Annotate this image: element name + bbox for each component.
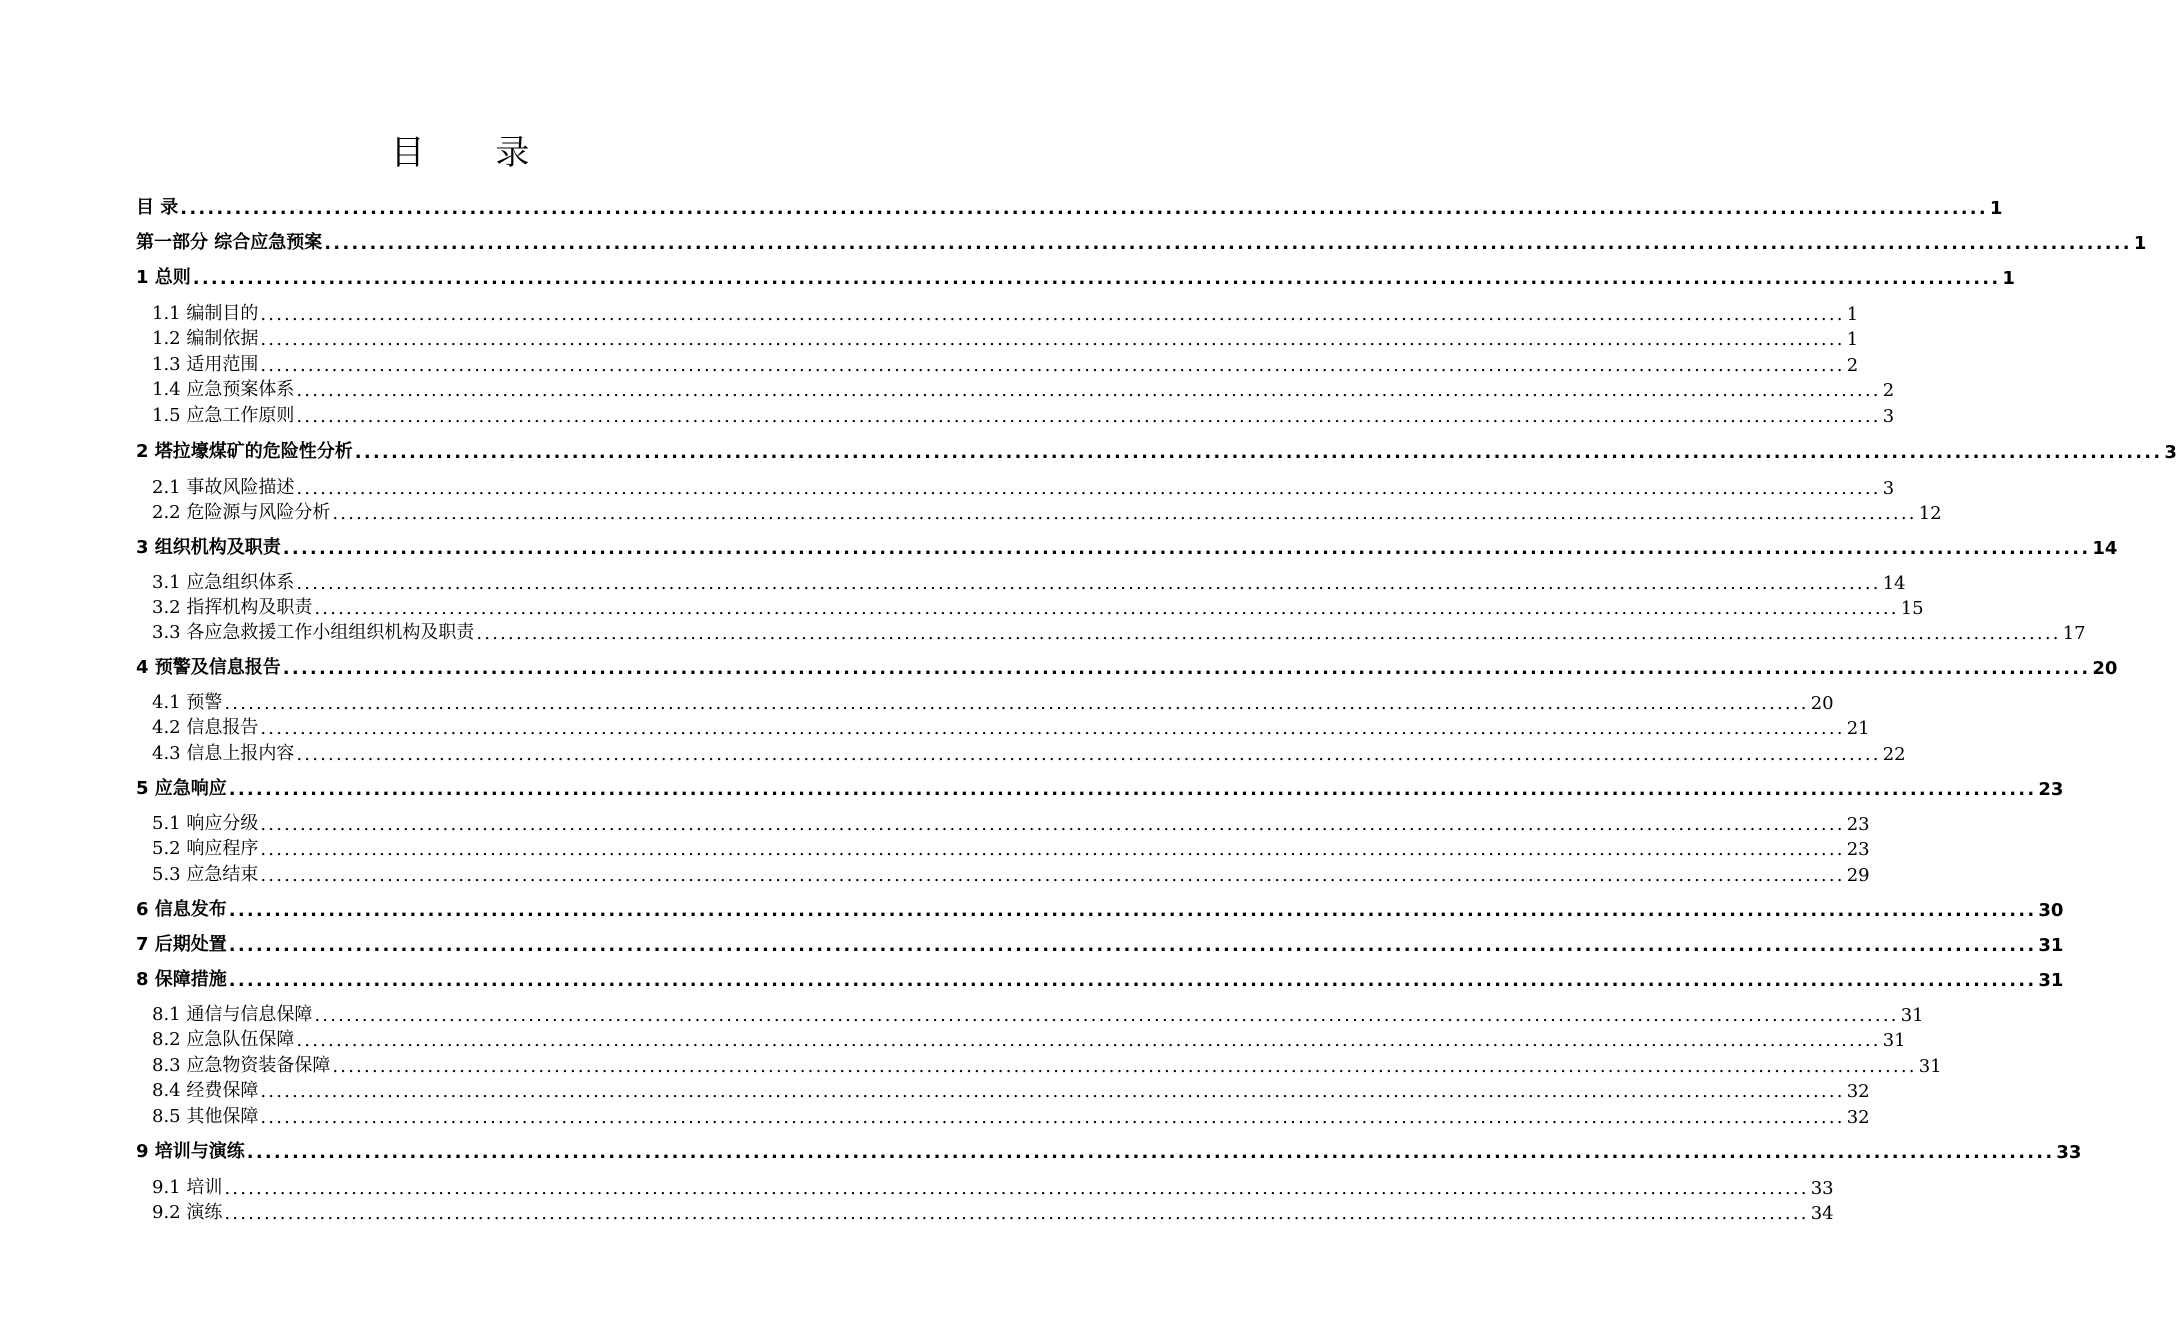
toc-entry-label: 第一部分 综合应急预案 [136, 232, 323, 253]
toc-entry-page: 32 [1846, 1081, 1870, 1102]
toc-leader-dots: ........................................................................................................................................................................................................ [332, 503, 1917, 524]
toc-entry-page: 29 [1846, 865, 1870, 886]
toc-entry-label: 1.4 应急预案体系 [152, 379, 295, 400]
toc-entry-chapter[interactable] [136, 228, 2147, 254]
toc-leader-dots: ........................................................................................................................................................................................................ [282, 658, 2091, 679]
toc-entry-page: 17 [2062, 623, 2086, 644]
toc-leader-dots: ........................................................................................................................................................................................................ [296, 1030, 1881, 1051]
toc-leader-dots: ........................................................................................................................................................................................................ [224, 1178, 1809, 1199]
toc-entry-page: 33 [2056, 1142, 2082, 1163]
toc-entry-page: 14 [2092, 538, 2118, 559]
toc-entry-page: 1 [1989, 198, 2003, 219]
toc-entry-label: 3.3 各应急救援工作小组组织机构及职责 [152, 622, 475, 643]
toc-entry-page: 31 [1882, 1030, 1906, 1051]
toc-leader-dots: ........................................................................................................................................................................................................ [228, 935, 2037, 956]
toc-entry-section[interactable] [152, 593, 1924, 619]
toc-leader-dots: ........................................................................................................................................................................................................ [314, 598, 1899, 619]
toc-leader-dots: ........................................................................................................................................................................................................ [296, 478, 1881, 499]
toc-leader-dots: ........................................................................................................................................................................................................ [332, 1056, 1917, 1077]
toc-entry-section[interactable] [152, 1025, 1906, 1051]
toc-entry-label: 8.2 应急队伍保障 [152, 1029, 295, 1050]
toc-entry-label: 3.2 指挥机构及职责 [152, 597, 313, 618]
toc-entry-page: 31 [2038, 935, 2064, 956]
toc-entry-section[interactable] [152, 324, 1859, 350]
toc-leader-dots: ........................................................................................................................................................................................................ [354, 442, 2163, 463]
toc-entry-page: 1 [2002, 268, 2015, 289]
toc-entry-page: 31 [2038, 970, 2064, 991]
toc-entry-label: 1 总则 [136, 267, 191, 288]
toc-entry-label: 目 录 [136, 197, 179, 218]
toc-entry-page: 31 [1900, 1005, 1924, 1026]
toc-entry-page: 21 [1846, 718, 1870, 739]
toc-entry-section[interactable] [152, 1051, 1942, 1077]
toc-leader-dots: ........................................................................................................................................................................................................ [224, 1203, 1809, 1224]
toc-entry-label: 3.1 应急组织体系 [152, 572, 295, 593]
toc-entry-section[interactable] [152, 1102, 1870, 1128]
toc-entry-label: 1.5 应急工作原则 [152, 405, 295, 426]
toc-entry-page: 20 [2092, 658, 2118, 679]
toc-entry-page: 2 [1882, 380, 1895, 401]
toc-entry-page: 1 [1846, 304, 1859, 325]
toc-entry-label: 7 后期处置 [136, 934, 227, 955]
toc-entry-label: 5.3 应急结束 [152, 864, 259, 885]
toc-leader-dots: ........................................................................................................................................................................................................ [282, 538, 2091, 559]
toc-entry-page: 3 [1882, 406, 1895, 427]
toc-leader-dots: ........................................................................................................................................................................................................ [192, 268, 2001, 289]
toc-entry-label: 5.1 响应分级 [152, 813, 259, 834]
toc-entry-page: 30 [2038, 900, 2064, 921]
toc-entry-label: 4.3 信息上报内容 [152, 743, 295, 764]
toc-entry-page: 23 [1846, 839, 1870, 860]
toc-leader-dots: ........................................................................................................................................................................................................ [228, 779, 2037, 800]
page-title: 目 录 [390, 133, 560, 173]
toc-entry-section[interactable] [152, 688, 1834, 714]
toc-entry-section[interactable] [152, 299, 1859, 325]
toc-entry-chapter[interactable] [136, 653, 2118, 679]
toc-entry-chapter[interactable] [136, 193, 2003, 219]
toc-leader-dots: ........................................................................................................................................................................................................ [224, 693, 1809, 714]
toc-entry-label: 1.3 适用范围 [152, 354, 259, 375]
toc-entry-label: 9 培训与演练 [136, 1141, 245, 1162]
toc-entry-label: 4.2 信息报告 [152, 717, 259, 738]
toc-leader-dots: ........................................................................................................................................................................................................ [260, 329, 1845, 350]
toc-leader-dots: ........................................................................................................................................................................................................ [246, 1142, 2055, 1163]
toc-entry-section[interactable] [152, 375, 1895, 401]
toc-entry-label: 8.3 应急物资装备保障 [152, 1055, 331, 1076]
toc-entry-label: 8 保障措施 [136, 969, 227, 990]
toc-leader-dots: ........................................................................................................................................................................................................ [324, 233, 2132, 254]
toc-entry-section[interactable] [152, 834, 1870, 860]
toc-entry-chapter[interactable] [136, 533, 2118, 559]
toc-entry-chapter[interactable] [136, 965, 2064, 991]
toc-entry-section[interactable] [152, 350, 1859, 376]
toc-entry-section[interactable] [152, 1198, 1834, 1224]
toc-entry-page: 23 [1846, 814, 1870, 835]
toc-entry-label: 5 应急响应 [136, 778, 227, 799]
toc-entry-section[interactable] [152, 401, 1895, 427]
toc-entry-page: 12 [1918, 503, 1942, 524]
toc-leader-dots: ........................................................................................................................................................................................................ [296, 406, 1881, 427]
toc-entry-page: 34 [1810, 1203, 1834, 1224]
toc-entry-page: 3 [2164, 442, 2177, 463]
toc-leader-dots: ........................................................................................................................................................................................................ [260, 814, 1845, 835]
toc-entry-section[interactable] [152, 809, 1870, 835]
toc-entry-section[interactable] [152, 713, 1870, 739]
toc-leader-dots: ........................................................................................................................................................................................................ [180, 198, 1988, 219]
toc-entry-label: 2.1 事故风险描述 [152, 477, 295, 498]
toc-entry-page: 31 [1918, 1056, 1942, 1077]
toc-entry-label: 5.2 响应程序 [152, 838, 259, 859]
toc-leader-dots: ........................................................................................................................................................................................................ [260, 1081, 1845, 1102]
toc-entry-section[interactable] [152, 473, 1895, 499]
toc-entry-chapter[interactable] [136, 774, 2064, 800]
toc-entry-label: 8.4 经费保障 [152, 1080, 259, 1101]
toc-entry-chapter[interactable] [136, 895, 2064, 921]
toc-entry-page: 15 [1900, 598, 1924, 619]
toc-leader-dots: ........................................................................................................................................................................................................ [296, 573, 1881, 594]
toc-entry-page: 23 [2038, 779, 2064, 800]
toc-entry-label: 3 组织机构及职责 [136, 537, 281, 558]
toc-entry-section[interactable] [152, 1173, 1834, 1199]
toc-entry-page: 14 [1882, 573, 1906, 594]
toc-entry-section[interactable] [152, 1076, 1870, 1102]
toc-entry-label: 9.1 培训 [152, 1177, 223, 1198]
toc-entry-label: 9.2 演练 [152, 1202, 223, 1223]
toc-entry-page: 2 [1846, 355, 1859, 376]
toc-entry-page: 22 [1882, 744, 1906, 765]
toc-entry-label: 4 预警及信息报告 [136, 657, 281, 678]
toc-leader-dots: ........................................................................................................................................................................................................ [296, 744, 1881, 765]
toc-leader-dots: ........................................................................................................................................................................................................ [476, 623, 2061, 644]
toc-entry-label: 4.1 预警 [152, 692, 223, 713]
toc-entry-section[interactable] [152, 568, 1906, 594]
toc-entry-label: 8.5 其他保障 [152, 1106, 259, 1127]
toc-entry-label: 8.1 通信与信息保障 [152, 1004, 313, 1025]
toc-leader-dots: ........................................................................................................................................................................................................ [296, 380, 1881, 401]
toc-entry-chapter[interactable] [136, 263, 2015, 289]
toc-entry-section[interactable] [152, 498, 1942, 524]
toc-entry-chapter[interactable] [136, 930, 2064, 956]
toc-entry-label: 1.2 编制依据 [152, 328, 259, 349]
toc-entry-label: 2.2 危险源与风险分析 [152, 502, 331, 523]
toc-leader-dots: ........................................................................................................................................................................................................ [260, 839, 1845, 860]
toc-leader-dots: ........................................................................................................................................................................................................ [228, 900, 2037, 921]
toc-entry-label: 6 信息发布 [136, 899, 227, 920]
toc-entry-section[interactable] [152, 1000, 1924, 1026]
toc-entry-page: 20 [1810, 693, 1834, 714]
toc-entry-section[interactable] [152, 618, 2086, 644]
toc-entry-page: 1 [2133, 233, 2147, 254]
toc-leader-dots: ........................................................................................................................................................................................................ [228, 970, 2037, 991]
toc-entry-chapter[interactable] [136, 1137, 2082, 1163]
toc-entry-label: 1.1 编制目的 [152, 303, 259, 324]
toc-entry-chapter[interactable] [136, 437, 2177, 463]
toc-leader-dots: ........................................................................................................................................................................................................ [260, 304, 1845, 325]
toc-leader-dots: ........................................................................................................................................................................................................ [260, 718, 1845, 739]
toc-entry-page: 33 [1810, 1178, 1834, 1199]
toc-entry-label: 2 塔拉壕煤矿的危险性分析 [136, 441, 353, 462]
toc-entry-page: 3 [1882, 478, 1895, 499]
toc-leader-dots: ........................................................................................................................................................................................................ [314, 1005, 1899, 1026]
toc-entry-page: 1 [1846, 329, 1859, 350]
toc-entry-section[interactable] [152, 739, 1906, 765]
toc-leader-dots: ........................................................................................................................................................................................................ [260, 865, 1845, 886]
toc-entry-section[interactable] [152, 860, 1870, 886]
toc-leader-dots: ........................................................................................................................................................................................................ [260, 355, 1845, 376]
toc-leader-dots: ........................................................................................................................................................................................................ [260, 1107, 1845, 1128]
toc-entry-page: 32 [1846, 1107, 1870, 1128]
